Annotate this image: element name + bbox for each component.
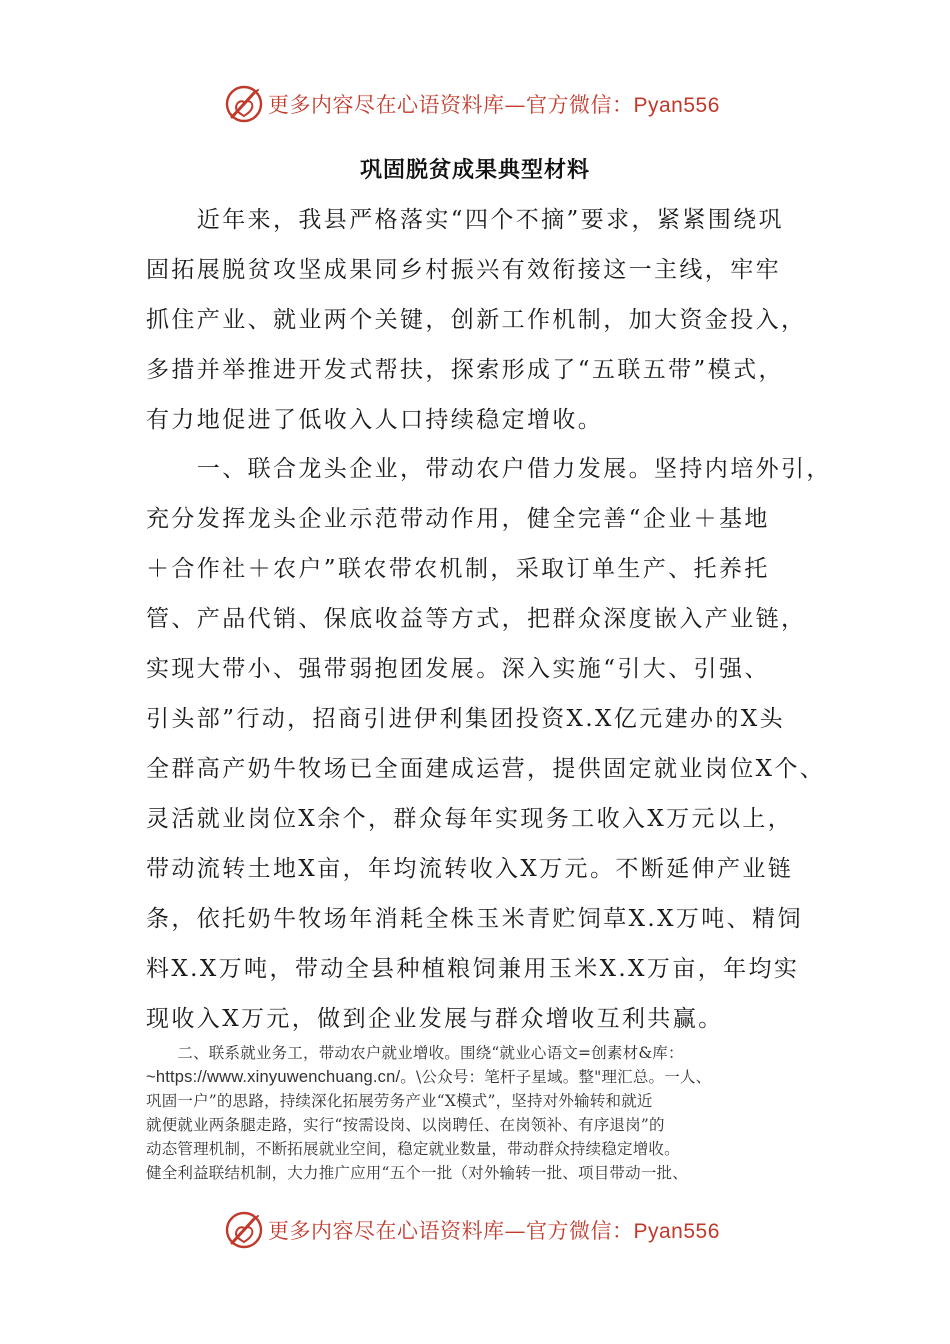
paragraph-line: 巩固一户”的思路，持续深化拓展劳务产业“X模式”，坚持对外输转和就近 bbox=[146, 1092, 653, 1110]
banner-text-cn: 更多内容尽在心语资料库—官方微信： bbox=[268, 93, 634, 117]
paragraph-line: 充分发挥龙头企业示范带动作用，健全完善“企业＋基地 bbox=[146, 506, 770, 532]
paragraph-line: 动态管理机制，不断拓展就业空间，稳定就业数量，带动群众持续稳定增收。 bbox=[146, 1140, 680, 1158]
page-title: 巩固脱贫成果典型材料 bbox=[359, 158, 590, 183]
paragraph-line: 料X.X万吨，带动全县种植粮饲兼用玉米X.X万亩，年均实 bbox=[146, 956, 800, 982]
paragraph-line: 二、联系就业务工，带动农户就业增收。围绕“就业心语文=创素材&库： bbox=[146, 1044, 684, 1062]
paragraph-line: 一、联合龙头企业，带动农户借力发展。坚持内培外引， bbox=[146, 456, 832, 482]
paragraph-line: 多措并举推进开发式帮扶，探索形成了“五联五带”模式， bbox=[146, 357, 784, 383]
header-banner bbox=[224, 84, 744, 124]
paragraph-line: 条，依托奶牛牧场年消耗全株玉米青贮饲草X.X万吨、精饲 bbox=[146, 906, 803, 932]
intro-paragraph bbox=[146, 195, 836, 445]
pen-heart-logo-icon bbox=[224, 1210, 264, 1250]
paragraph-line: 全群高产奶牛牧场已全面建成运营，提供固定就业岗位X个、 bbox=[146, 756, 826, 782]
paragraph-line: 近年来，我县严格落实“四个不摘”要求，紧紧围绕巩 bbox=[146, 207, 784, 233]
paragraph-line: 固拓展脱贫攻坚成果同乡村振兴有效衔接这一主线，牢牢 bbox=[146, 257, 781, 283]
banner-text-cn: 更多内容尽在心语资料库—官方微信： bbox=[268, 1219, 634, 1243]
paragraph-line: 健全利益联结机制，大力推广应用“五个一批（对外输转一批、项目带动一批、 bbox=[146, 1164, 688, 1182]
paragraph-line: 带动流转土地X亩，年均流转收入X万元。不断延伸产业链 bbox=[146, 856, 794, 882]
paragraph-line: 管、产品代销、保底收益等方式，把群众深度嵌入产业链， bbox=[146, 606, 807, 632]
section-two-paragraph bbox=[146, 1041, 826, 1185]
banner-wechat-id: Pyan556 bbox=[633, 94, 720, 117]
banner-text bbox=[268, 89, 720, 119]
banner-text bbox=[268, 1215, 720, 1245]
paragraph-line: ＋合作社＋农户”联农带农机制，采取订单生产、托养托 bbox=[146, 556, 770, 582]
pen-heart-logo-icon bbox=[224, 84, 264, 124]
paragraph-line bbox=[146, 1065, 826, 1089]
banner-wechat-id: Pyan556 bbox=[633, 1220, 720, 1243]
paragraph-line: 有力地促进了低收入人口持续稳定增收。 bbox=[146, 407, 604, 433]
paragraph-line: 实现大带小、强带弱抱团发展。深入实施“引大、引强、 bbox=[146, 656, 770, 682]
paragraph-line: 就便就业两条腿走路，实行“按需设岗、以岗聘任、在岗领补、有序退岗”的 bbox=[146, 1116, 665, 1134]
section-one-paragraph bbox=[146, 444, 836, 1044]
paragraph-line: 引头部”行动，招商引进伊利集团投资X.X亿元建办的X头 bbox=[146, 706, 785, 732]
paragraph-line-rest: 。\公众号：笔杆子星域。整"理汇总。一人、 bbox=[400, 1068, 712, 1086]
website-url-text: ~https://www.xinyuwenchuang.cn/ bbox=[146, 1068, 401, 1086]
footer-banner bbox=[224, 1210, 744, 1250]
paragraph-line: 灵活就业岗位X余个，群众每年实现务工收入X万元以上， bbox=[146, 806, 794, 832]
paragraph-line: 现收入X万元，做到企业发展与群众增收互利共赢。 bbox=[146, 1006, 724, 1032]
paragraph-line: 抓住产业、就业两个关键，创新工作机制，加大资金投入， bbox=[146, 307, 807, 333]
